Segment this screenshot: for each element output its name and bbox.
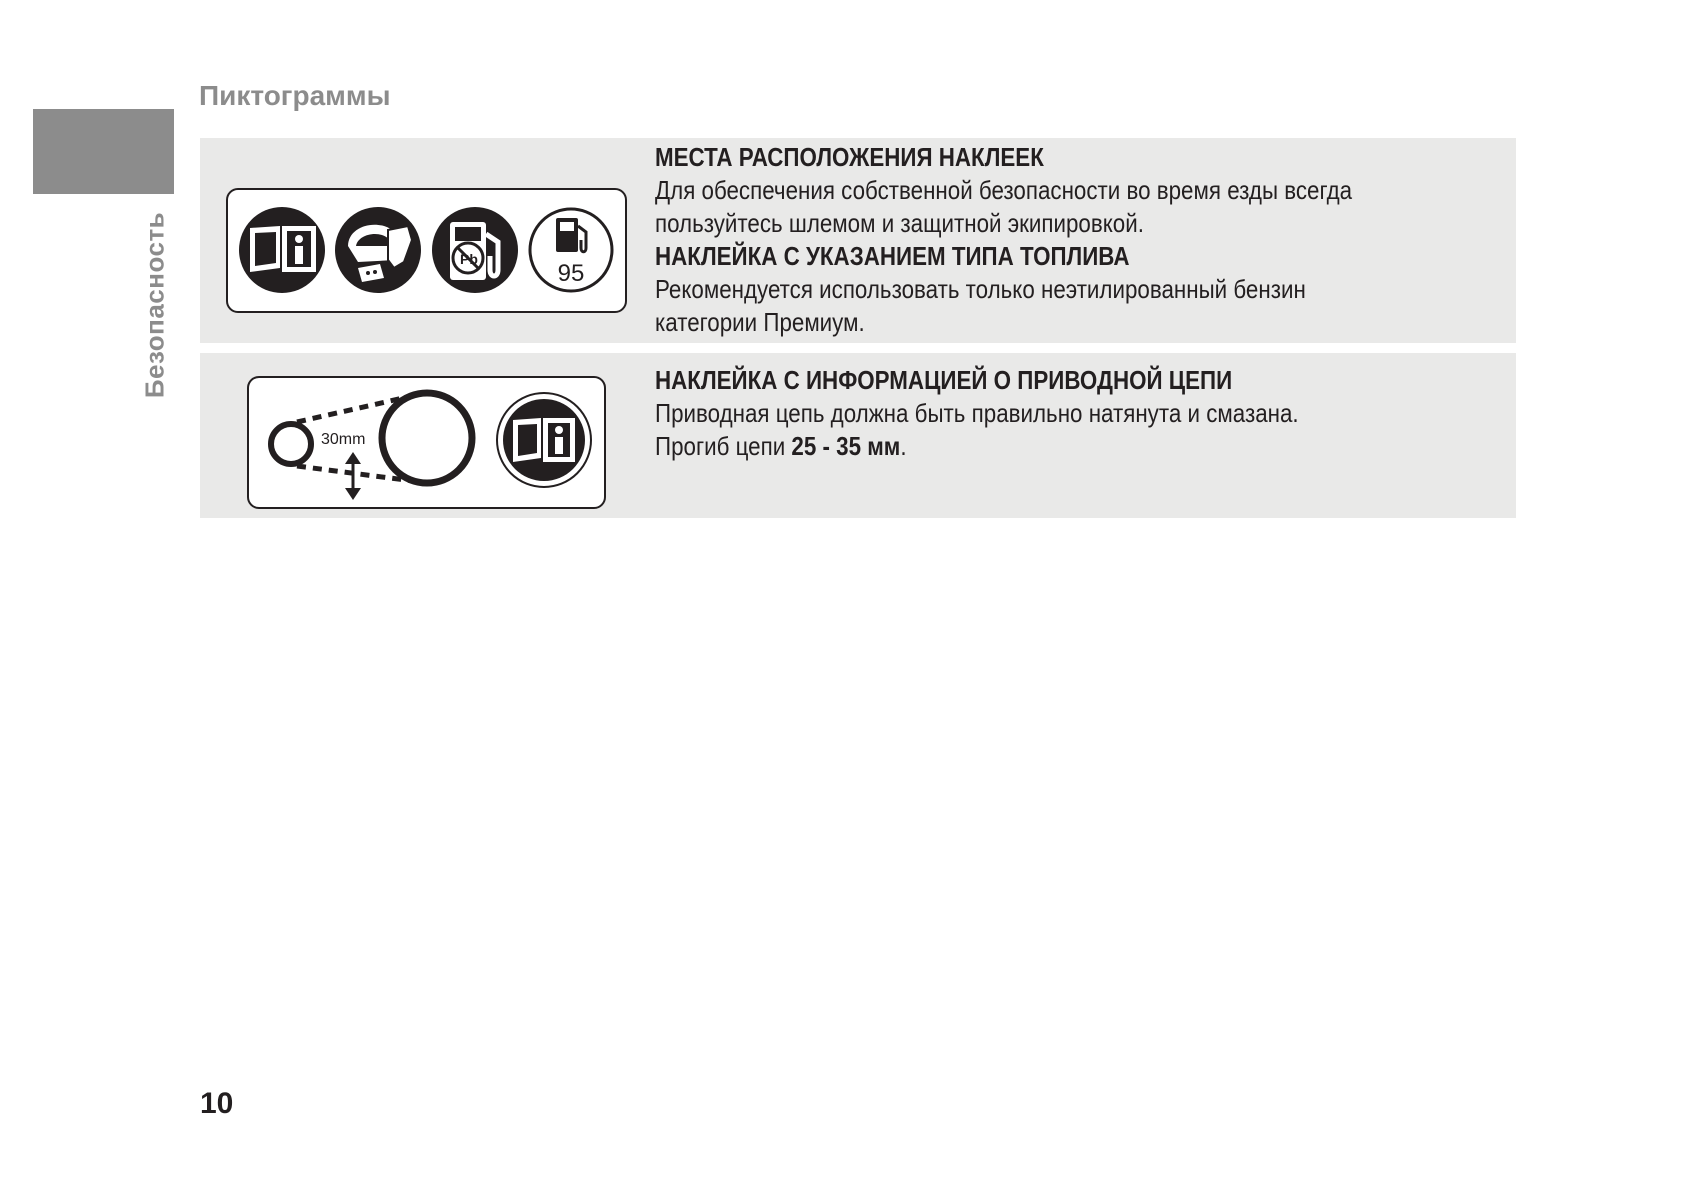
pictogram-row-drive-chain — [200, 353, 1516, 518]
chain-sag-diagram-icon — [271, 393, 472, 500]
chain-sag-suffix: . — [900, 431, 907, 461]
fuel-octane-icon — [530, 209, 612, 291]
drive-chain-sticker-graphic — [249, 378, 604, 507]
row-2-text — [655, 364, 1505, 463]
pictogram-row-sticker-locations — [200, 138, 1516, 343]
safety-line-2: пользуйтесь шлемом и защитной экипировкой. — [655, 208, 1144, 238]
chain-sag-label: 30mm — [321, 431, 366, 448]
book-info-icon — [239, 207, 325, 293]
row-1-text — [655, 141, 1505, 339]
drive-chain-sticker — [247, 376, 606, 509]
chain-line-2 — [655, 430, 1386, 463]
helmet-gear-icon — [335, 207, 421, 293]
side-tab-label: Безопасность — [139, 211, 170, 399]
side-tab — [33, 109, 174, 194]
safety-fuel-sticker-graphic — [228, 190, 625, 311]
octane-number: 95 — [557, 260, 585, 287]
lead-symbol-text: Pb — [460, 251, 478, 267]
drive-chain-heading: НАКЛЕЙКА С ИНФОРМАЦИЕЙ О ПРИВОДНОЙ ЦЕПИ — [655, 365, 1233, 395]
fuel-type-heading: НАКЛЕЙКА С УКАЗАНИЕМ ТИПА ТОПЛИВА — [655, 241, 1130, 271]
chain-sag-prefix: Прогиб цепи — [655, 431, 792, 461]
sticker-locations-heading: МЕСТА РАСПОЛОЖЕНИЯ НАКЛЕЕК — [655, 142, 1044, 172]
book-info-icon — [497, 393, 591, 487]
fuel-line-2: категории Премиум. — [655, 307, 865, 337]
safety-line-1: Для обеспечения собственной безопасности во время езды всегда — [655, 175, 1353, 205]
chain-line-1: Приводная цепь должна быть правильно натянута и смазана. — [655, 398, 1299, 428]
chain-sag-value: 25 - 35 мм — [791, 431, 901, 461]
no-lead-fuel-icon — [432, 207, 518, 293]
safety-fuel-sticker — [226, 188, 627, 313]
fuel-line-1: Рекомендуется использовать только неэтилированный бензин — [655, 274, 1306, 304]
page-number: 10 — [200, 1087, 234, 1120]
section-title: Пиктограммы — [199, 80, 391, 111]
